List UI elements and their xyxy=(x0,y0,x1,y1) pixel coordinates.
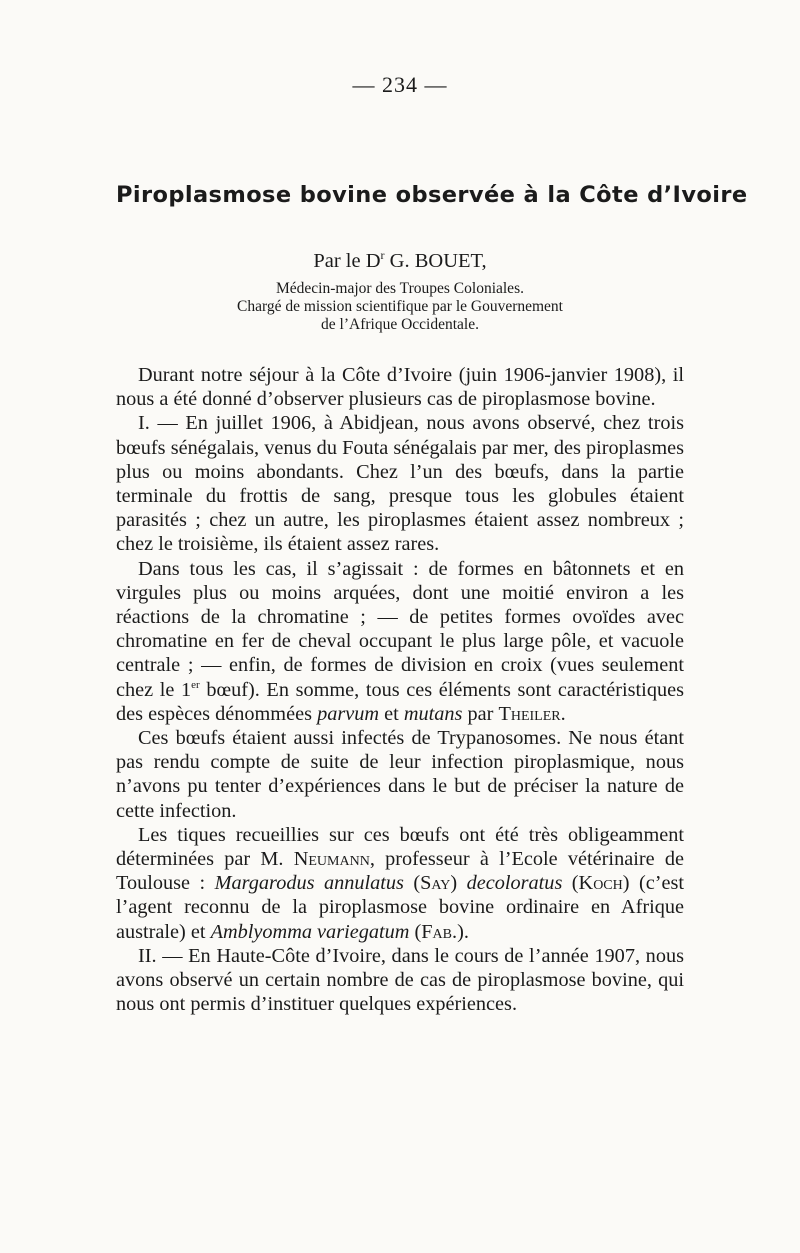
text-run: Les tiques recueillies sur ces bœufs ont été très obligeamment déterminées par M. xyxy=(116,823,684,871)
ordinal-sup: er xyxy=(191,678,200,691)
article-body xyxy=(116,363,684,1016)
species-name: mutans xyxy=(403,702,463,725)
species-name: Margarodus annulatus xyxy=(214,872,404,895)
author-name-smallcaps: Say xyxy=(420,872,451,895)
text-run: et xyxy=(379,702,404,725)
paragraph-ticks xyxy=(116,823,684,944)
text-run: ). xyxy=(457,920,469,943)
text-run: ) xyxy=(450,872,467,895)
paragraph-section-2: II. — En Haute-Côte d’Ivoire, dans le cours de l’année 1907, nous avons observé un certain nombre de cas de piroplasmose bovine, qui nous ont permis d’instituer quelques expériences. xyxy=(116,944,684,1016)
text-run: bœuf). En somme, tous ces éléments sont caractéristiques des espèces dénommées xyxy=(116,678,684,725)
page-number: — 234 — xyxy=(352,72,448,97)
text-run: . xyxy=(560,702,566,725)
species-name: Amblyomma variegatum xyxy=(210,920,410,943)
text-run: ( xyxy=(403,872,421,895)
affiliation-line: Chargé de mission scientifique par le Gouvernement xyxy=(237,298,563,315)
author-title-sup: r xyxy=(380,248,385,263)
author-name-smallcaps: Fab. xyxy=(421,920,458,943)
text-run: par xyxy=(462,702,499,725)
text-run: ( xyxy=(409,920,422,943)
text-run: ( xyxy=(562,872,579,895)
text-run: ) (c’est l’agent reconnu de la piroplasmose bovine ordinaire en Afrique australe) et xyxy=(116,872,684,943)
paragraph-intro: Durant notre séjour à la Côte d’Ivoire (juin 1906-janvier 1908), il nous a été donné d’observer plusieurs cas de piroplasmose bovine. xyxy=(116,364,684,411)
author-affiliation xyxy=(0,280,800,334)
author-name-smallcaps: Theiler xyxy=(498,702,561,725)
text-run: Dans tous les cas, il s’agissait : de formes en bâtonnets et en virgules plus ou moins arquées, dont une moitié environ a les réactions de la chromatine ; — de petites formes ovoïdes avec chromatine en fer de cheval occupant le plus large pôle, et vacuole centrale ; — enfin, de formes de division en croix (vues seulement chez le 1 xyxy=(116,557,684,701)
author-prefix: Par le D xyxy=(313,250,381,272)
author-name: G. BOUET, xyxy=(384,250,487,272)
species-name: decoloratus xyxy=(466,872,563,895)
affiliation-line: Médecin-major des Troupes Coloniales. xyxy=(276,280,524,297)
paragraph-trypanosomes: Ces bœufs étaient aussi infectés de Trypanosomes. Ne nous étant pas rendu compte de suite de leur infection piroplasmique, nous n’avons pu tenter d’expériences dans le but de préciser la nature de cette infection. xyxy=(116,727,684,822)
affiliation-line: de l’Afrique Occidentale. xyxy=(321,316,479,333)
text-run: , professeur à l’Ecole vétérinaire de Toulouse : xyxy=(116,848,684,895)
author-byline xyxy=(0,250,800,273)
author-name-smallcaps: Koch xyxy=(578,872,623,895)
species-name: parvum xyxy=(317,702,380,725)
article-title: Piroplasmose bovine observée à la Côte d’Ivoire xyxy=(116,182,748,208)
author-name-smallcaps: Neumann xyxy=(293,848,370,871)
paragraph-forms xyxy=(116,557,684,726)
paragraph-section-1: I. — En juillet 1906, à Abidjean, nous avons observé, chez trois bœufs sénégalais, venus du Fouta sénégalais par mer, des piroplasmes plus ou moins abondants. Chez l’un des bœufs, dans la partie terminale du frottis de sang, presque tous les globules étaient parasités ; chez un autre, les piroplasmes étaient assez nombreux ; chez le troisième, ils étaient assez rares. xyxy=(116,412,684,556)
